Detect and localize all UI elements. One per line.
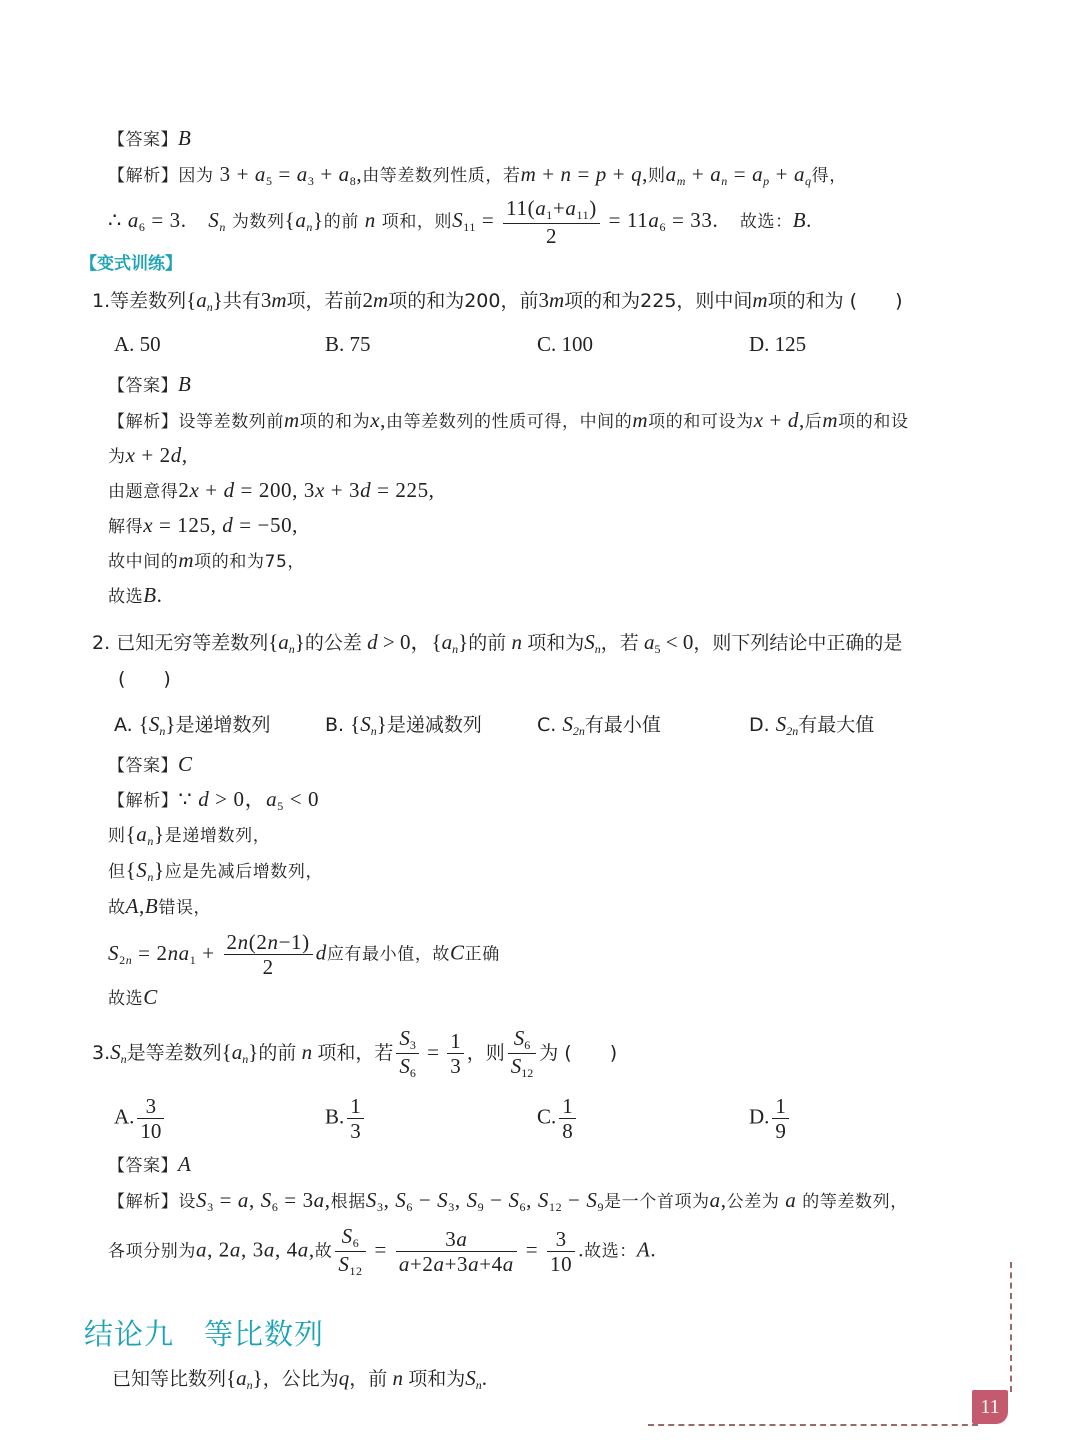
- question-2: 2. 已知无穷等差数列$\{a_n\}$的公差 d > 0，$\{a_n\}$的前 n 项和为$S_n$，若 $a_5 < 0$，则下列结论中正确的是: [92, 630, 903, 656]
- q2-analysis-3: 但$\{S_n\}$应是先减后增数列，: [108, 858, 324, 884]
- q3-answer-line: 【答案】A: [108, 1152, 192, 1176]
- q1-analysis-2: 为x + 2d,: [108, 443, 188, 467]
- q3-analysis-2: 各项分别为a, 2a, 3a, 4a,故 $\frac{S_6}{S_{12}}$ = $\frac{3a}{a+2a+3a+4a}$ = $\frac{3}{10}$ .故选：A.: [108, 1224, 657, 1278]
- q1-analysis-6: 故选B.: [108, 583, 163, 607]
- q3-option-b: B. $\frac{1}{3}$: [325, 1094, 367, 1143]
- page-number: 11: [972, 1390, 1008, 1424]
- q3-analysis-1: 【解析】设$S_3 = a$, $S_6 = 3a$,根据$S_3$, $S_6 - S_3$, $S_9 - S_6$, $S_{12} - S_9$是一个首项为a,公差为 a 的等差数列，: [108, 1188, 908, 1214]
- q1-answer-line: 【答案】B: [108, 372, 192, 396]
- answer-line-prev: [108, 126, 191, 151]
- q1-analysis-4: 解得x = 125, d = −50,: [108, 513, 299, 537]
- q3-option-d: D. $\frac{1}{9}$: [749, 1094, 792, 1143]
- q2-analysis-1: 【解析】∵ d > 0，$a_5 < 0$: [108, 787, 320, 813]
- q1-option-c: C. 100: [537, 332, 594, 356]
- q2-analysis-2: 则$\{a_n\}$是递增数列，: [108, 822, 271, 848]
- q2-option-c: C. $S_{2n}$有最小值: [537, 712, 661, 738]
- page-corner-dashed-horizontal: [648, 1424, 978, 1426]
- q2-analysis-6: 故选C: [108, 985, 158, 1009]
- analysis-line-prev-2: ∴ $a_6 = 3$. $S_n$ 为数列$\{a_n\}$的前 n 项和，则$S_{11}$ = $\frac{11(a_1+a_{11})}{2}$ = $11a_6 = 33$. 故选：B.: [108, 196, 813, 248]
- q3-option-c: C. $\frac{1}{8}$: [537, 1094, 579, 1143]
- q1-analysis-5: 故中间的m项的和为75，: [108, 548, 306, 572]
- section-intro: 已知等比数列$\{a_n\}$，公比为q，前 n 项和为$S_n$.: [112, 1366, 487, 1392]
- q2-option-d: D. $S_{2n}$有最大值: [749, 712, 875, 738]
- variant-training-label: 【变式训练】: [80, 254, 182, 274]
- question-3: $3.S_n$是等差数列$\{a_n\}$的前 n 项和，若 $\frac{S_3}{S_6}$ = $\frac{1}{3}$ ，则 $\frac{S_6}{S_{12}}$ 为 ( ): [92, 1026, 618, 1080]
- page-corner-dashed-vertical: [1010, 1262, 1012, 1392]
- answer-label: 【答案】: [108, 130, 178, 150]
- q2-option-a: A. $\{S_n\}$是递增数列: [114, 712, 271, 738]
- answer-value: B: [178, 126, 192, 150]
- q1-option-b: B. 75: [325, 332, 371, 356]
- analysis-label: 【解析】: [108, 166, 179, 186]
- q3-option-a: A. $\frac{3}{10}$: [114, 1094, 167, 1143]
- section-heading: 结论九 等比数列: [84, 1317, 325, 1351]
- q2-answer-line: 【答案】C: [108, 752, 193, 776]
- fraction-s2n: $\frac{2n(2n-1)}{2}$: [224, 930, 313, 979]
- question-1: 1.等差数列$\{a_n\}$共有3m项，若前2m项的和为200，前3m项的和为225，则中间m项的和为 ( ): [92, 288, 903, 314]
- q2-option-b: B. $\{S_n\}$是递减数列: [325, 712, 482, 738]
- q2-analysis-5: $S_{2n} = 2na_1$ + $\frac{2n(2n-1)}{2}$ d应有最小值，故C正确: [108, 930, 500, 980]
- q1-option-d: D. 125: [749, 332, 807, 356]
- fraction-s11: $\frac{11(a_1+a_{11})}{2}$: [503, 196, 600, 248]
- q1-analysis-1: 【解析】设等差数列前m项的和为x,由等差数列的性质可得，中间的m项的和可设为x + d,后m项的和设: [108, 408, 909, 432]
- q1-analysis-3: 由题意得2x + d = 200, 3x + 3d = 225,: [108, 478, 435, 502]
- q2-paren: ( ): [118, 668, 171, 690]
- analysis-line-prev-1: 【解析】因为 $3 + a_5 = a_3 + a_8$,由等差数列性质，若m + n = p + q,则$a_m + a_n = a_p + a_q$得，: [108, 162, 847, 188]
- q2-analysis-4: 故A,B错误，: [108, 894, 212, 918]
- q1-option-a: A. 50: [114, 332, 161, 356]
